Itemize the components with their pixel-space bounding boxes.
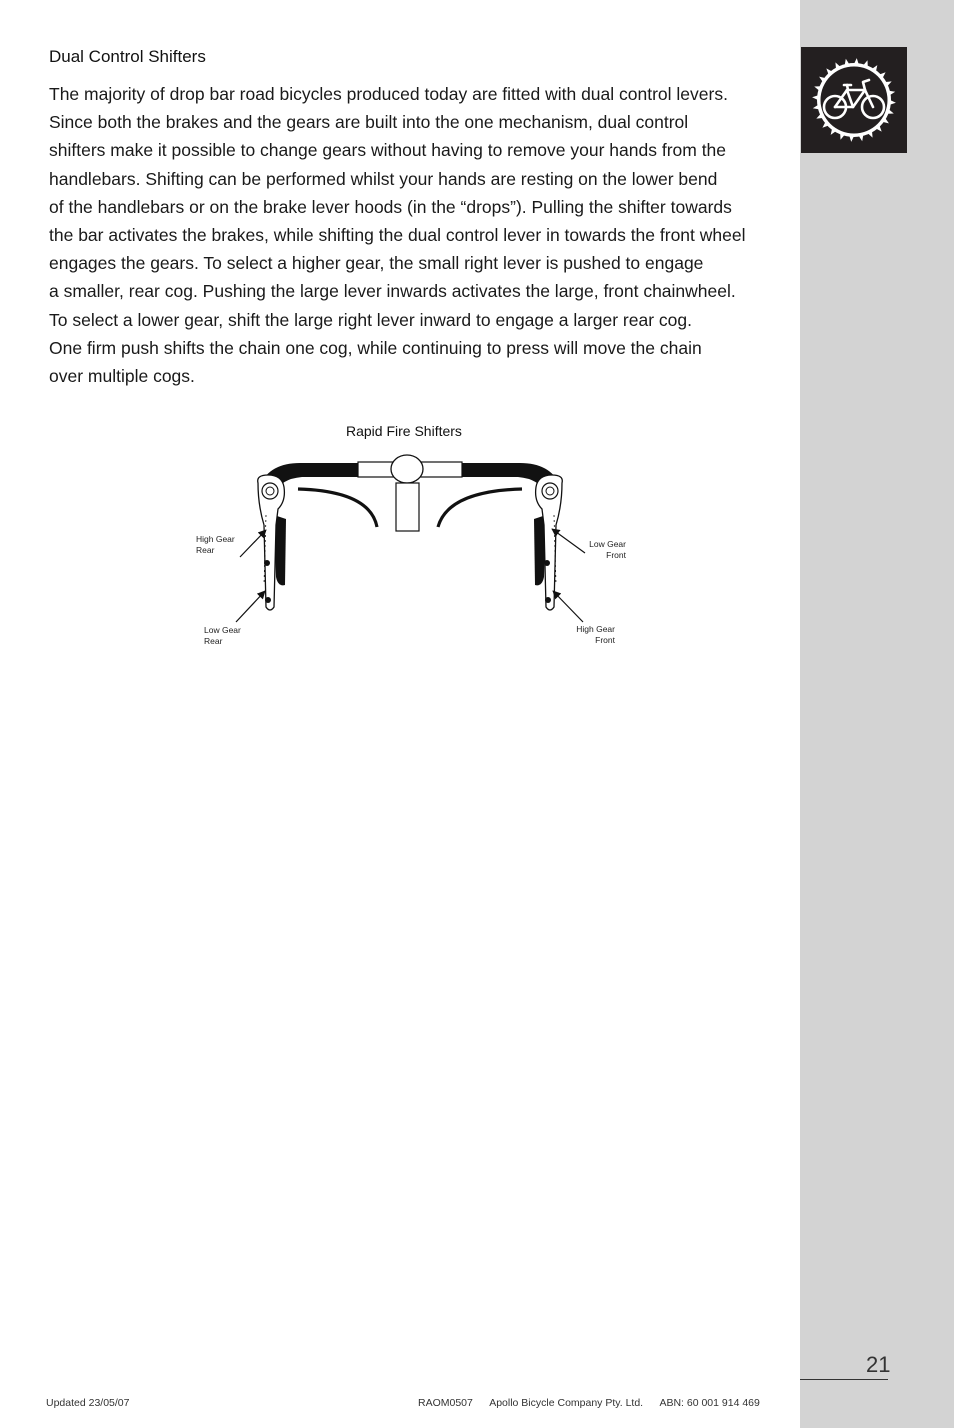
paragraph-line: Since both the brakes and the gears are built into the one mechanism, dual control — [49, 112, 689, 133]
footer-company: Apollo Bicycle Company Pty. Ltd. — [489, 1397, 644, 1409]
paragraph-line: of the handlebars or on the brake lever hoods (in the “drops”). Pulling the shifter towards — [49, 196, 732, 217]
sidebar-strip — [800, 0, 954, 1428]
callout-arrow — [236, 591, 265, 622]
footer-abn: ABN: 60 001 914 469 — [659, 1397, 760, 1409]
callout-low-gear-rear: Low Gear Rear — [204, 625, 241, 646]
footer-doc-code: RAOM0507 — [418, 1397, 473, 1409]
figure-title: Rapid Fire Shifters — [346, 423, 462, 439]
page-number: 21 — [866, 1352, 891, 1377]
paragraph-line: over multiple cogs. — [49, 365, 195, 386]
footer-info — [418, 1397, 760, 1409]
bicycle-gear-icon — [801, 47, 907, 153]
paragraph-line: a smaller, rear cog. Pushing the large lever inwards activates the large, front chainwheel. — [49, 281, 736, 302]
paragraph-line: handlebars. Shifting can be performed whilst your hands are resting on the lower bend — [49, 168, 718, 189]
paragraph-line: To select a lower gear, shift the large right lever inward to engage a larger rear cog. — [49, 309, 692, 330]
callout-low-gear-front: Low Gear Front — [589, 539, 626, 560]
body-paragraph — [49, 80, 789, 390]
callout-high-gear-front: High Gear Front — [576, 624, 615, 645]
paragraph-line: the bar activates the brakes, while shifting the dual control lever in towards the front wheel — [49, 224, 746, 245]
paragraph-line: shifters make it possible to change gears without having to remove your hands from the — [49, 140, 727, 161]
callout-high-gear-rear: High Gear Rear — [196, 534, 235, 555]
paragraph-line: The majority of drop bar road bicycles produced today are fitted with dual control levers. — [49, 84, 728, 104]
section-heading: Dual Control Shifters — [49, 47, 206, 66]
callout-arrow — [240, 530, 266, 557]
page-number-rule — [800, 1379, 888, 1380]
paragraph-line: engages the gears. To select a higher gear, the small right lever is pushed to engage — [49, 253, 704, 274]
paragraph-line: One firm push shifts the chain one cog, while continuing to press will move the chain — [49, 337, 702, 358]
footer-updated: Updated 23/05/07 — [46, 1397, 130, 1409]
callout-arrow — [553, 591, 583, 622]
